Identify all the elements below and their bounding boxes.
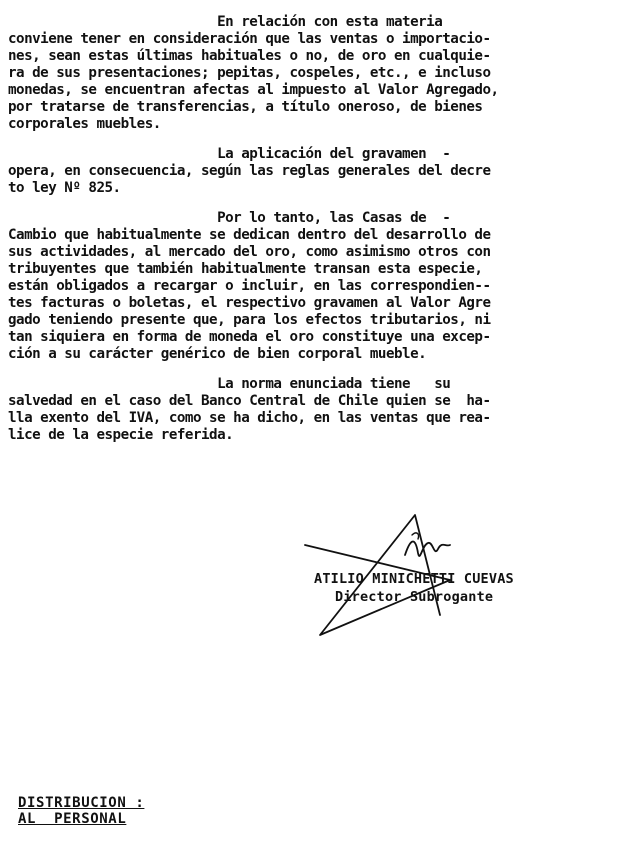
paragraph-1-line: monedas, se encuentran afectas al impuesto al Valor Agregado, [8, 82, 499, 98]
paragraph-2-line: to ley Nº 825. [8, 180, 121, 196]
paragraph-3-line: están obligados a recargar o incluir, en las correspondien-- [8, 278, 491, 294]
paragraph-4-line: lla exento del IVA, como se ha dicho, en las ventas que rea- [8, 410, 491, 426]
paragraph-3-line: sus actividades, al mercado del oro, como asimismo otros con [8, 244, 491, 260]
paragraph-4-line: salvedad en el caso del Banco Central de Chile quien se ha- [8, 393, 491, 409]
paragraph-3-line: ción a su carácter genérico de bien corporal mueble. [8, 346, 427, 362]
paragraph-3-line: tan siquiera en forma de moneda el oro constituye una excep- [8, 329, 491, 345]
paragraph-4-line: lice de la especie referida. [8, 427, 234, 443]
paragraph-3-line: tes facturas o boletas, el respectivo gravamen al Valor Agre [8, 295, 491, 311]
paragraph-1-line: corporales muebles. [8, 116, 161, 132]
distribution-recipient: AL PERSONAL [18, 811, 127, 827]
paragraph-3-line: gado teniendo presente que, para los efectos tributarios, ni [8, 312, 491, 328]
paragraph-2-line: La aplicación del gravamen - [8, 146, 451, 162]
paragraph-1-line: nes, sean estas últimas habituales o no, de oro en cualquie- [8, 48, 491, 64]
paragraph-1-line: conviene tener en consideración que las ventas o importacio- [8, 31, 491, 47]
paragraph-1-line: ra de sus presentaciones; pepitas, cospeles, etc., e incluso [8, 65, 491, 81]
paragraph-3-line: tribuyentes que también habitualmente transan esta especie, [8, 261, 483, 277]
paragraph-1-line: En relación con esta materia [8, 14, 443, 30]
paragraph-1-line: por tratarse de transferencias, a título oneroso, de bienes [8, 99, 483, 115]
paragraph-3-line: Por lo tanto, las Casas de - [8, 210, 451, 226]
paragraph-3-line: Cambio que habitualmente se dedican dentro del desarrollo de [8, 227, 491, 243]
paragraph-4-line: La norma enunciada tiene su [8, 376, 451, 392]
paragraph-2-line: opera, en consecuencia, según las reglas generales del decre [8, 163, 491, 179]
signatory-title: Director Subrogante [335, 589, 494, 605]
distribution-heading: DISTRIBUCION : [18, 795, 145, 811]
signatory-name: ATILIO MINICHETTI CUEVAS [314, 571, 514, 587]
